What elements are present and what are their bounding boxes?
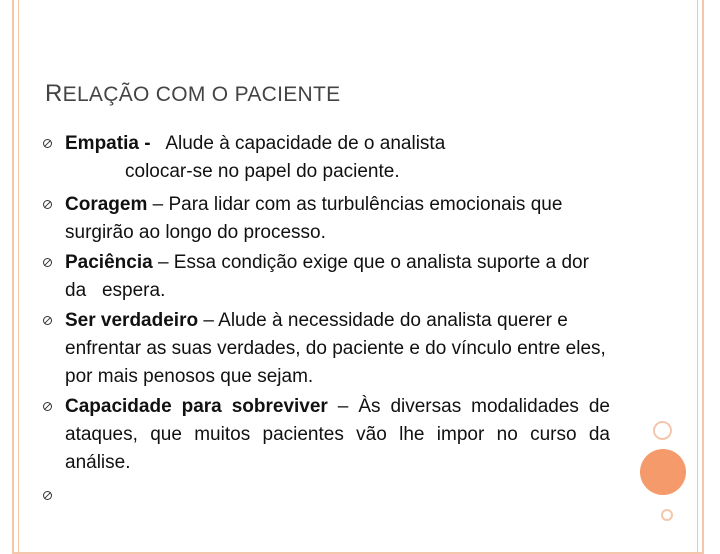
item-text: – Alude à necessidade do analista querer e enfrentar as suas verdades, do paciente e do vínculo entre eles, por mais penosos que sejam. [65, 310, 606, 387]
slide-title [45, 80, 340, 108]
item-text: – Às diversas modalidades de ataques, que muitos pacientes vão lhe impor no curso da análise. [65, 396, 610, 473]
bullet-circle-icon [43, 200, 52, 209]
item-term: Coragem [65, 194, 148, 215]
bullet-circle-icon [43, 139, 52, 148]
item-text: Alude à capacidade de o analista [155, 133, 446, 154]
list-item [40, 191, 610, 247]
item-term: Paciência [65, 252, 153, 273]
bullet-circle-icon [43, 258, 52, 267]
list-item [40, 393, 610, 477]
decor-circle-accent [640, 449, 686, 495]
item-text-continued: colocar-se no papel do paciente. [125, 161, 400, 182]
list-item-empty [40, 482, 610, 508]
bullet-list [40, 130, 610, 508]
item-term: Empatia - [65, 133, 156, 154]
slide-title-rest: ELAÇÃO COM O PACIENTE [62, 83, 341, 106]
slide-title-initial: R [45, 80, 63, 107]
list-item [40, 130, 610, 186]
item-term: Ser verdadeiro [65, 310, 199, 331]
item-term: Capacidade para sobreviver [65, 396, 328, 417]
list-item [40, 249, 610, 305]
decor-circle-small [653, 421, 672, 440]
bullet-circle-icon [43, 402, 52, 411]
list-item [40, 307, 610, 391]
item-text: – Para lidar com as turbulências emocionais que surgirão ao longo do processo. [65, 194, 563, 243]
decor-circle-tiny [661, 509, 673, 521]
bullet-circle-icon [43, 316, 52, 325]
item-text: – Essa condição exige que o analista suporte a dor da espera. [65, 252, 595, 301]
bullet-circle-icon [43, 491, 52, 500]
